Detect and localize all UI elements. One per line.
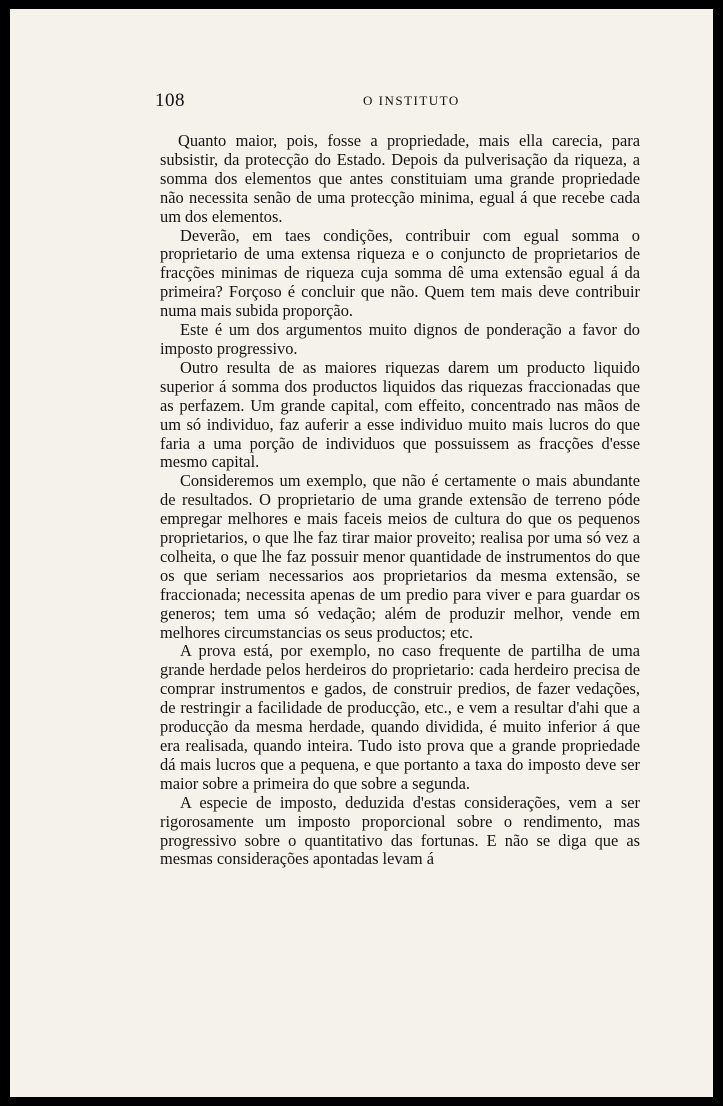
book-page [10,9,713,1097]
paragraph: Outro resulta de as maiores riquezas darem um producto liquido superior á somma dos productos liquidos das riquezas fraccionadas que as perfazem. Um grande capital, com effeito, concentrado nas mãos de um só individuo, faz auferir a esse individuo muito mais lucros do que faria a uma porção de individuos que possuissem as fracções d'esse mesmo capital. [160,357,640,472]
body-text [160,132,640,869]
paragraph: Consideremos um exemplo, que não é certamente o mais abundante de resultados. O proprietario de uma grande extensão de terreno póde empregar melhores e mais faceis meios de cultura do que os pequenos proprietarios, o que lhe faz tirar maior proveito; realisa por uma só vez a colheita, o que lhe faz possuir menor quantidade de instrumentos do que os que seriam necessarios aos proprietarios da mesma extensão, se fraccionada; necessita apenas de um predio para viver e para guardar os generos; tem uma só vedação; além de produzir melhor, vende em melhores circumstancias os seus productos; etc. [160,471,640,642]
running-title: O INSTITUTO [363,93,460,108]
page-header [155,90,650,110]
paragraph: A prova está, por exemplo, no caso frequente de partilha de uma grande herdade pelos herdeiros do proprietario: cada herdeiro precisa de comprar instrumentos e gados, de construir predios, de fazer vedações, de restringir a facilidade de producção, etc., e vem a resultar d'ahi que a producção da mesma herdade, quando dividida, é muito inferior á que era realisada, quando inteira. Tudo isto prova que a grande propriedade dá mais lucros que a pequena, e que portanto a taxa do imposto deve ser maior sobre a primeira do que sobre a segunda. [160,641,640,793]
paragraph: A especie de imposto, deduzida d'estas considerações, vem a ser rigorosamente um imposto proporcional sobre o rendimento, mas progressivo sobre o quantitativo das fortunas. E não se diga que as mesmas considerações apontadas levam á [160,792,640,869]
paragraph: Este é um dos argumentos muito dignos de ponderação a favor do imposto progressivo. [160,320,640,358]
paragraph: Quanto maior, pois, fosse a propriedade, mais ella carecia, para subsistir, da protecção do Estado. Depois da pulverisação da riqueza, a somma dos elementos que antes constituiam uma grande propriedade não necessita senão de uma protecção minima, egual á que recebe cada um dos elementos. [160,131,640,226]
page-number: 108 [155,90,185,111]
paragraph: Deverão, em taes condições, contribuir com egual somma o proprietario de uma extensa riqueza e o conjuncto de proprietarios de fracções minimas de riqueza cuja somma dê uma extensão egual á da primeira? Forçoso é concluir que não. Quem tem mais deve contribuir numa mais subida proporção. [160,225,640,321]
